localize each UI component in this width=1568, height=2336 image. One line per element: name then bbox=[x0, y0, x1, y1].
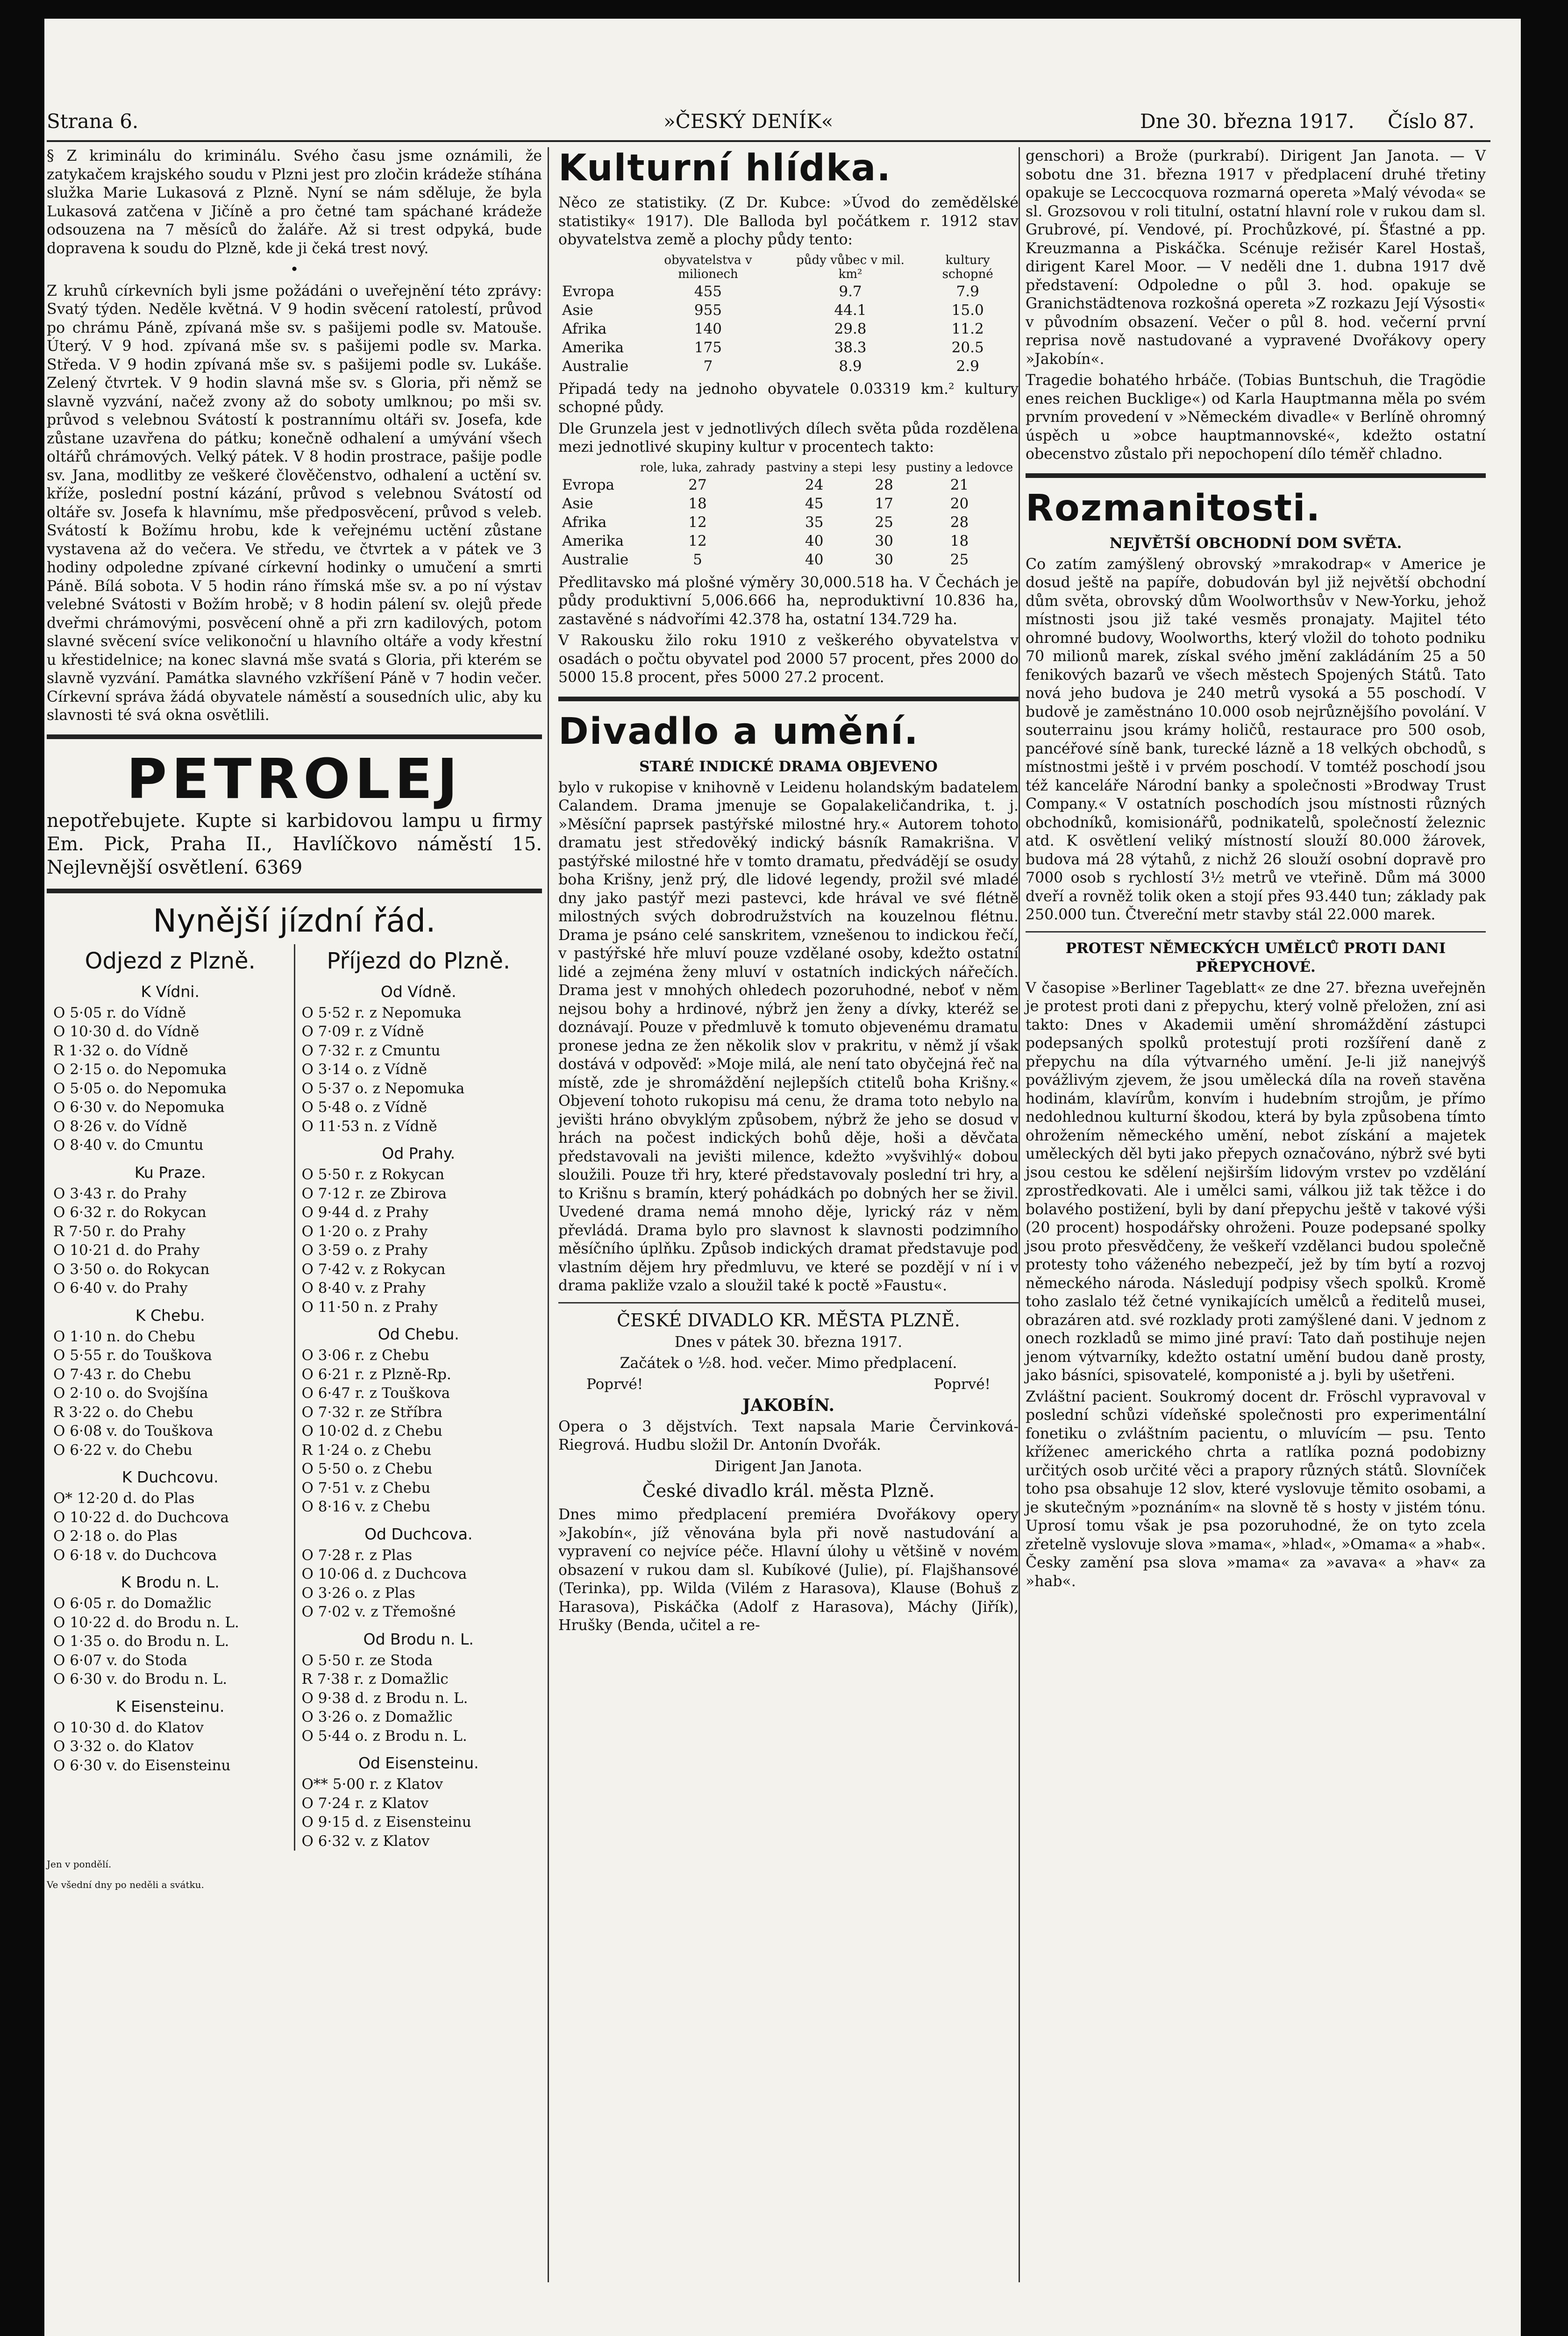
table-cell: 40 bbox=[805, 532, 824, 549]
table-cell: 140 bbox=[694, 320, 722, 337]
departure-group-title: K Eisensteinu. bbox=[116, 1697, 225, 1716]
arrival-train: O 10·06 d. z Duchcova bbox=[301, 1566, 467, 1582]
arrival-train: O** 5·00 r. z Klatov bbox=[301, 1776, 443, 1793]
table-header: role, luka, zahrady bbox=[640, 460, 755, 475]
departure-group-title: K Brodu n. L. bbox=[121, 1573, 220, 1591]
departure-train: O 2·18 o. do Plas bbox=[53, 1528, 178, 1545]
arrival-train: O 5·48 o. z Vídně bbox=[301, 1099, 428, 1116]
theatre-ad-date: Dnes v pátek 30. března 1917. bbox=[674, 1333, 903, 1351]
arrival-train: O 7·28 r. z Plas bbox=[301, 1546, 413, 1564]
arrival-train: O 11·50 n. z Prahy bbox=[301, 1298, 438, 1316]
theatre-news-text: Dnes mimo předplacení premiéra Dvořákovy opery »Jakobín«, jíž věnována byla při nově nastudování a vypravení co nejvíce péče. Hlavní úlohy u většině v novém obsazení v rukou dam sl. Kubíkové (Julie), pí. Flajšhansové (Terinka), pp. Wilda (Vilém z Harasova), Klause (Bohuš z Harasova), Piskáčka (Adolf z Harasova), Máchy (Jiřík), Hrušky (Benda, učitel a re- bbox=[558, 1506, 1019, 1634]
table-cell: 955 bbox=[694, 301, 722, 319]
departure-train: O* 12·20 d. do Plas bbox=[53, 1490, 195, 1507]
arrival-train: O 7·51 v. z Chebu bbox=[301, 1479, 431, 1496]
page-number: Strana 6. bbox=[47, 110, 139, 133]
rule bbox=[558, 1302, 1019, 1303]
table-row bbox=[558, 301, 1019, 320]
departure-train: O 2·15 o. do Nepomuka bbox=[53, 1061, 227, 1078]
arrival-group-title: Od Chebu. bbox=[378, 1325, 459, 1343]
table-cell: 175 bbox=[694, 339, 722, 356]
departure-train: O 8·40 v. do Cmuntu bbox=[53, 1137, 204, 1154]
statistics-intro: Něco ze statistiky. (Z Dr. Kubce: »Úvod do zemědělské statistiky« 1917). Dle Balloda byl počátkem r. 1912 stav obyvatelstva země a plochy půdy tento: bbox=[558, 194, 1019, 248]
theatre-news-title: České divadlo král. města Plzně. bbox=[642, 1481, 935, 1501]
arrivals-title: Příjezd do Plzně. bbox=[327, 947, 511, 974]
table-cell: 455 bbox=[694, 283, 722, 300]
table-header: kultury schopné bbox=[942, 253, 993, 281]
table-cell: 18 bbox=[950, 532, 969, 549]
table-cell: Amerika bbox=[562, 532, 624, 549]
statistics-austria: V Rakousku žilo roku 1910 z veškerého obyvatelstva v osadách o počtu obyvatel pod 2000 57 procent, přes 2000 do 5000 15.8 procent, přes 5000 27.2 procent. bbox=[558, 632, 1019, 686]
timetable-title: Nynější jízdní řád. bbox=[153, 902, 436, 940]
table-cell: Afrika bbox=[562, 320, 607, 337]
arrival-train: O 3·14 o. z Vídně bbox=[301, 1061, 428, 1078]
departure-group-title: K Chebu. bbox=[135, 1306, 205, 1325]
column-3 bbox=[1026, 147, 1486, 1594]
arrival-groups bbox=[295, 983, 542, 1851]
arrival-group-title: Od Eisensteinu. bbox=[358, 1754, 479, 1772]
issue-number: Číslo 87. bbox=[1388, 110, 1475, 133]
table-cell: Australie bbox=[562, 551, 629, 568]
departure-train: O 6·05 r. do Domažlic bbox=[53, 1595, 212, 1612]
departure-train: O 10·22 d. do Duchcova bbox=[53, 1509, 229, 1526]
table-cell: Amerika bbox=[562, 339, 624, 356]
table-cell: 44.1 bbox=[834, 301, 867, 319]
arrival-train: O 1·20 o. z Prahy bbox=[301, 1223, 428, 1240]
departure-train: O 3·43 r. do Prahy bbox=[53, 1185, 187, 1202]
premiere-right: Poprvé! bbox=[934, 1375, 991, 1393]
table-cell: Evropa bbox=[562, 476, 614, 493]
table-cell: 18 bbox=[688, 495, 707, 512]
arrival-train: O 6·47 r. z Touškova bbox=[301, 1385, 450, 1402]
arrival-group-title: Od Prahy. bbox=[382, 1144, 456, 1162]
table-cell: 7.9 bbox=[956, 283, 979, 300]
statistics-grunzel: Dle Grunzela jest v jednotlivých dílech světa půda rozdělena mezi jednotlivé skupiny kultur v procentech takto: bbox=[558, 420, 1019, 456]
rule bbox=[1026, 931, 1486, 933]
table-cell: 40 bbox=[805, 551, 824, 568]
arrival-train: O 7·12 r. ze Zbirova bbox=[301, 1185, 447, 1202]
table-header bbox=[558, 460, 634, 476]
departure-train: O 10·30 d. do Vídně bbox=[53, 1023, 200, 1040]
timetable bbox=[47, 944, 542, 1851]
departures bbox=[47, 944, 295, 1851]
arrival-train: O 7·24 r. z Klatov bbox=[301, 1795, 429, 1812]
table-header: obyvatelstva v milionech bbox=[664, 253, 752, 281]
column-2 bbox=[558, 147, 1019, 1638]
arrival-train: O 6·32 v. z Klatov bbox=[301, 1832, 430, 1850]
table-row bbox=[558, 320, 1019, 338]
population-table bbox=[558, 252, 1019, 376]
arrivals bbox=[295, 944, 542, 1851]
table-row bbox=[558, 532, 1019, 550]
arrival-group-title: Od Duchcova. bbox=[364, 1524, 473, 1543]
departure-train: O 6·40 v. do Prahy bbox=[53, 1280, 188, 1296]
departure-train: O 10·22 d. do Brodu n. L. bbox=[53, 1614, 239, 1631]
table-cell: 28 bbox=[950, 513, 969, 531]
table-cell: 2.9 bbox=[956, 357, 979, 375]
table-row bbox=[558, 494, 1019, 513]
arrival-train: O 7·32 r. z Cmuntu bbox=[301, 1042, 441, 1059]
arrival-train: O 11·53 n. z Vídně bbox=[301, 1118, 437, 1135]
rule bbox=[558, 697, 1019, 701]
drama-article: bylo v rukopise v knihovně v Leidenu holandským badatelem Calandem. Drama jmenuje se Gopalakeličandrika, t. j. »Měsíční paprsek pastýřské milostné hry.« Autorem tohoto dramatu jest středověký indický básník Ramakrišna. V pastýřské milostné hře v tomto dramatu, předvádějí se osudy boha Krišny, jenž prý, dle lidové legendy, prožil své mladé dny jako pastýř mezi pastevci, kde hrával ve své flétně milostných svých dobrodružstvích na kouzelnou flétnu. Drama je psáno celé sanskritem, vznešenou to indickou řečí, v pastýřské hře mluví pouze vzdělané osoby, kdežto ostatní lidé a zejména ženy mluví v ostatních indických nářečích. Drama jest v mnohých ohledech pozoruhodné, neboť v něm nejsou bohy a hrdinové, nýbrž jen ženy a dívky, kteréž se doznávají. Pouze v předmluvě k tomuto objevenému dramatu pronese jedna ze žen několik slov v prakritu, v němž jí však dostává v odpověď: »Moje milá, ale není tato obyčejná řeč na místě, zde je shromáždění nejlepších ctitelů boha Krišny.« Objevení tohoto rukopisu má cenu, že drama toto nebylo na jevišti hráno obvyklým způsobem, nýbrž že jeho se dosud v hrách na počest indických bohů děje, hoši a děvčata představovali na jevišti milence, kdežto »vyšvihlý« dobou sloužili. Pouze tři hry, které představovaly poslední tri hry, a to Krišnu s bramín, který pohádkách po dobných her se živil. Uvedené drama nemá mnoho děje, lyrický ráz v něm převládá. Drama bylo pro slavnost k slavnosti podzimního měsíčního úplňku. Způsob indických dramat představuje pod vlastním dějem hry předmluvu, ve které se pozdějí v ní i v drama pakliže vzalo a sloužil také k poctě »Faustu«. bbox=[558, 779, 1019, 1294]
department-store-article: Co zatím zamýšlený obrovský »mrakodrap« v Americe je dosud ještě na papíře, dobudován byl již největší obchodní dům světa, obrovský dům Woolworthsův v New-Yorku, jehož místnosti jsou již také vesměs pronajaty. Majitel této ohromné budovy, Woolworths, který vložil do tohoto podniku 70 milionů marek, získal svého jmění zakládáním 25 a 50 fenikových bazarů ve všech městech Spojených Států. Tato nová jeho budova je 240 metrů vysoká a 55 poschodí. V budově je zaměstnáno 10.000 osob nejrůznějšího povolání. V souterrainu jsou krámy holičů, restaurace pro 500 osob, pancéřové síně bank, turecké lázně a 18 velkých obchodů, s místnostmi ještě i v prvém poschodí. V tomtéž poschodí jsou též kanceláře Národní banky a společnosti »Brodway Trust Company.« V ostatních poschodích jsou místnosti různých obchodníků, komisionářů, podnikatelů, společností železnic atd. K osvětlení veliký místností slouží 80.000 žárovek, budova má 28 výtahů, z nichž 26 slouží osobní dopravě pro 7000 osob s rychlostí 3½ metrů ve vteřině. Dům má 3000 dveří a rovněž tolik oken a stojí přes 93.440 tun; základy pak 250.000 tun. Čtvereční metr stavby stál 22.000 marek. bbox=[1026, 556, 1486, 923]
arrival-train: O 5·44 o. z Brodu n. L. bbox=[301, 1727, 467, 1745]
table-cell: 30 bbox=[875, 532, 893, 549]
arrival-train: R 7·38 r. z Domažlic bbox=[301, 1671, 449, 1688]
table-row bbox=[558, 513, 1019, 532]
land-use-table bbox=[558, 460, 1019, 569]
arrival-train: O 5·50 r. z Rokycan bbox=[301, 1166, 445, 1183]
table-cell: 45 bbox=[805, 495, 824, 512]
opera-title: JAKOBÍN. bbox=[742, 1395, 835, 1415]
table-cell: 35 bbox=[805, 513, 824, 531]
arrival-train: R 1·24 o. z Chebu bbox=[301, 1441, 432, 1459]
arrival-train: O 5·50 r. ze Stoda bbox=[301, 1652, 433, 1669]
arrival-train: O 9·44 d. z Prahy bbox=[301, 1204, 429, 1221]
departure-train: O 3·32 o. do Klatov bbox=[53, 1738, 194, 1755]
table-row bbox=[558, 282, 1019, 301]
table-cell: 15.0 bbox=[951, 301, 984, 319]
arrival-train: O 3·26 o. z Domažlic bbox=[301, 1709, 453, 1725]
arrival-train: O 9·15 d. z Eisensteinu bbox=[301, 1814, 471, 1830]
column-1 bbox=[47, 147, 542, 1892]
departure-train: O 10·21 d. do Prahy bbox=[53, 1242, 200, 1259]
protest-headline: PROTEST NĚMECKÝCH UMĚLCŮ PROTI DANI PŘEPYCHOVÉ. bbox=[1065, 940, 1446, 976]
departure-train: O 6·30 v. do Brodu n. L. bbox=[53, 1671, 228, 1688]
departure-group-title: K Duchcovu. bbox=[121, 1468, 219, 1486]
masthead: »ČESKÝ DENÍK« bbox=[663, 110, 834, 133]
issue-date: Dne 30. března 1917. bbox=[1140, 110, 1354, 133]
arrival-train: O 9·38 d. z Brodu n. L. bbox=[301, 1689, 468, 1707]
arrival-train: O 5·50 o. z Chebu bbox=[301, 1460, 433, 1477]
departure-train: O 1·10 n. do Chebu bbox=[53, 1328, 196, 1345]
arrival-train: O 3·59 o. z Prahy bbox=[301, 1242, 428, 1259]
departure-train: O 8·26 v. do Vídně bbox=[53, 1118, 187, 1135]
table-cell: 25 bbox=[875, 513, 893, 531]
table-header: pustiny a ledovce bbox=[905, 460, 1013, 475]
premiere-row bbox=[558, 1376, 1019, 1393]
table-header: pastviny a stepi bbox=[766, 460, 862, 475]
table-cell: 11.2 bbox=[951, 320, 984, 337]
table-header: půdy vůbec v mil. km² bbox=[796, 253, 905, 281]
departure-train: O 6·22 v. do Chebu bbox=[53, 1441, 192, 1459]
rule bbox=[47, 734, 542, 739]
table-cell: 20.5 bbox=[951, 339, 984, 356]
arrival-train: O 8·16 v. z Chebu bbox=[301, 1498, 431, 1515]
departures-title: Odjezd z Plzně. bbox=[85, 947, 256, 974]
departure-train: O 6·32 r. do Rokycan bbox=[53, 1204, 207, 1221]
departure-train: O 6·30 v. do Eisensteinu bbox=[53, 1757, 231, 1774]
arrival-train: O 3·26 o. z Plas bbox=[301, 1584, 415, 1602]
theatre-ad-title: ČESKÉ DIVADLO KR. MĚSTA PLZNĚ. bbox=[617, 1310, 960, 1331]
arrival-train: O 6·21 r. z Plzně-Rp. bbox=[301, 1366, 451, 1383]
table-cell: Afrika bbox=[562, 513, 607, 531]
petrolej-ad-text: nepotřebujete. Kupte si karbidovou lampu u firmy Em. Pick, Praha II., Havlíčkovo náměstí 15. Nejlevnější osvětlení. 6369 bbox=[47, 810, 542, 878]
department-store-headline: NEJVĚTŠÍ OBCHODNÍ DOM SVĚTA. bbox=[1109, 534, 1402, 552]
section-title-miscellany: Rozmanitosti. bbox=[1026, 487, 1321, 529]
church-article: Z kruhů církevních byli jsme požádáni o uveřejnění této zprávy: Svatý týden. Neděle květná. V 9 hodin svěcení ratolestí, průvod po chrámu Páně, zpívaná mše sv. s pašijemi podle sv. Matouše. Úterý. V 9 hod. zpívaná mše sv. s pašijemi podle sv. Marka. Středa. V 9 hodin zpívaná mše sv. s pašijemi podle sv. Lukáše. Zelený čtvrtek. V 9 hodin slavná mše sv. s Gloria, při němž se slavně vyzvání, načež zvony až do soboty umlknou; po mši sv. průvod s velebnou Svátostí k postrannímu oltáři sv. Josefa, kde zůstane uzavřena do pátku; konečně odhalení a umývání všech oltářů chrámových. Velký pátek. V 8 hodin prostrace, pašije podle sv. Jana, modlitby ze veškeré člověčenstvo, odhalení a uctění sv. kříže, poslední postní kázání, průvod s velebnou Svátostí od oltáře sv. Josefa k hlavnímu, mše předposvěcení, průvod s veleb. Svátostí k Božímu hrobu, kde k veřejnému uctění zůstane vystavena až do večera. Ve středu, ve čtvrtek a v pátek ve 3 hodiny odpoledne zpívané církevní hodinky o umučení a smrti Páně. Bílá sobota. V 5 hodin ráno římská mše sv. a po ní výstav velebné Svátosti v Božím hrobě; v 8 hodin pálení sv. olejů přede dveřmi chrámovými, posvěcení ohně a při zrn kadilových, potom slavné svěcení svíce velikonoční u hlavního oltáře a vody křestní u křestidelnice; na konec slavná mše svatá s Gloria, při kterém se slavně vyzvání. Památka slavného vzkříšení Páně v 7 hodin večer. Církevní správa žádá obyvatele náměstí a sousedních ulic, aby ku slavnosti té svá okna osvětlili. bbox=[47, 282, 542, 724]
table-cell: Asie bbox=[562, 301, 593, 319]
statistics-area: Předlitavsko má plošné výměry 30,000.518 ha. V Čechách je půdy produktivní 5,006.666 ha, neproduktivní 10.836 ha, zastavěné s nádvořími 42.378 ha, ostatní 134.729 ha. bbox=[558, 574, 1019, 628]
departure-train: O 7·43 r. do Chebu bbox=[53, 1366, 192, 1383]
arrival-train: O 7·09 r. z Vídně bbox=[301, 1023, 424, 1040]
arrival-train: O 8·40 v. z Prahy bbox=[301, 1280, 426, 1296]
departure-train: R 3·22 o. do Chebu bbox=[53, 1403, 194, 1421]
table-cell: Evropa bbox=[562, 283, 614, 300]
table-cell: 17 bbox=[875, 495, 893, 512]
table-cell: 12 bbox=[688, 513, 707, 531]
table-cell: 27 bbox=[688, 476, 707, 493]
departure-train: O 5·05 r. do Vídně bbox=[53, 1004, 186, 1021]
departure-train: O 6·07 v. do Stoda bbox=[53, 1652, 187, 1669]
arrival-train: O 7·42 v. z Rokycan bbox=[301, 1261, 446, 1278]
arrival-train: O 7·02 v. z Třemošné bbox=[301, 1603, 456, 1620]
arrival-train: O 7·32 r. ze Stříbra bbox=[301, 1403, 442, 1421]
petrolej-headline: PETROLEJ bbox=[126, 746, 463, 811]
table-row bbox=[558, 476, 1019, 494]
statistics-per-capita: Připadá tedy na jednoho obyvatele 0.03319 km.² kultury schopné půdy. bbox=[558, 380, 1019, 416]
column-rule-1 bbox=[548, 147, 549, 2282]
arrival-train: O 5·37 o. z Nepomuka bbox=[301, 1080, 465, 1097]
arrival-train: O 3·06 r. z Chebu bbox=[301, 1347, 429, 1364]
header-rule bbox=[47, 140, 1490, 142]
table-cell: 28 bbox=[875, 476, 893, 493]
table-cell: Australie bbox=[562, 357, 629, 375]
tragedy-article: Tragedie bohatého hrbáče. (Tobias Buntschuh, die Tragödie enes reichen Bucklige«) od Karla Hauptmanna měla po svém prvním provedení v »Německém divadle« v Berlíně ohromný úspěch u »obce hauptmannovské«, kdežto ostatní obecenstvo zůstalo při nepochopení dílo téměř chladno. bbox=[1026, 372, 1486, 463]
arrival-group-title: Od Vídně. bbox=[380, 982, 456, 1001]
opera-description: Opera o 3 dějstvích. Text napsala Marie Červinková-Riegrová. Hudbu složil Dr. Antonín Dvořák. bbox=[558, 1418, 1019, 1453]
table-cell: 25 bbox=[950, 551, 969, 568]
table-cell: 29.8 bbox=[834, 320, 867, 337]
table-cell: 9.7 bbox=[839, 283, 862, 300]
table-cell: 20 bbox=[950, 495, 969, 512]
table-cell: 21 bbox=[950, 476, 969, 493]
table-cell: 30 bbox=[875, 551, 893, 568]
departure-group-title: Ku Praze. bbox=[134, 1163, 206, 1182]
crime-article: § Z kriminálu do kriminálu. Svého času jsme oznámili, že zatykačem krajského soudu v Plzni jest pro zločin krádeže stíhána služka Marie Lukasová z Plzně. Nyní se nám sděluje, že byla Lukasová zatčena v Jičíně a pro četné tam spáchané krádeže odsouzena na 7 měsíců do žaláře. Až si trest odpyká, bude dopravena k soudu do Plzně, kde ji čeká trest nový. bbox=[47, 148, 542, 257]
departure-train: O 2·10 o. do Svojšína bbox=[53, 1385, 208, 1402]
rule bbox=[47, 889, 542, 893]
timetable-note-2: Ve všední dny po neděli a svátku. bbox=[47, 1879, 204, 1890]
timetable-note-1: Jen v pondělí. bbox=[47, 1859, 112, 1870]
arrival-group-title: Od Brodu n. L. bbox=[363, 1630, 474, 1648]
rule bbox=[1026, 473, 1486, 478]
patient-article: Zvláštní pacient. Soukromý docent dr. Fröschl vypravoval v poslední schůzi vídeňské společnosti pro experimentální fonetiku o zvláštním pacientu, o mluvícím — psu. Tento kříženec amerického chrta a ratlíka pozná podobizny určitých osob určité věci a prapory různých států. Slovníček toho psa obsahuje 12 slov, které vyslovuje těmito osobami, a je skutečným »poznáním« na slovně tě s hosty v jistém tónu. Uprosí tomu však je psa pozoruhodné, že on tyto zcela zřetelně vyslovuje slova »mama«, »hlad«, »Omama« a »hab«. Česky zamění psa slova »mama« za »avava« a »hav« za »hab«. bbox=[1026, 1388, 1486, 1590]
table-row bbox=[558, 550, 1019, 569]
departure-groups bbox=[47, 983, 294, 1775]
section-title-theatre: Divadlo a umění. bbox=[558, 710, 919, 753]
departure-group-title: K Vídni. bbox=[141, 982, 200, 1001]
table-header bbox=[558, 252, 632, 282]
departure-train: O 10·30 d. do Klatov bbox=[53, 1719, 204, 1736]
arrival-train: O 5·52 r. z Nepomuka bbox=[301, 1004, 462, 1021]
departure-train: O 1·35 o. do Brodu n. L. bbox=[53, 1633, 229, 1650]
theatre-ad-start: Začátek o ½8. hod. večer. Mimo předplacení. bbox=[620, 1355, 957, 1372]
table-row bbox=[558, 338, 1019, 357]
departure-train: O 5·55 r. do Touškova bbox=[53, 1347, 212, 1364]
departure-train: O 3·50 o. do Rokycan bbox=[53, 1261, 210, 1278]
theatre-continuation: genschori) a Brože (purkrabí). Dirigent Jan Janota. — V sobotu dne 31. března 1917 v předplacení druhé třetiny opakuje se Leccocquova rozmarná opereta »Malý vévoda« se sl. Grozsovou v roli titulní, ostatní hlavní role v rukou dam sl. Grubrové, pí. Vendové, pí. Prochůzkové, pí. Šťastné a pp. Kreuzmanna a Piskáčka. Scénuje režisér Karel Hostaš, dirigent Karel Moor. — V neděli dne 1. dubna 1917 dvě představení: Odpoledne o půl 3. hod. opakuje se Granichstädtenova rozkošná opereta »Z rozkazu Její Výsosti« v původním obsazení. Večer o půl 8. hod. večerní první reprisa nově nastudované a vypravené Dvořákovy opery »Jakobín«. bbox=[1026, 148, 1486, 368]
separator-bullet: • bbox=[290, 261, 299, 278]
departure-train: O 5·05 o. do Nepomuka bbox=[53, 1080, 227, 1097]
table-row bbox=[558, 357, 1019, 376]
section-title-culture: Kulturní hlídka. bbox=[558, 147, 892, 189]
arrival-train: O 10·02 d. z Chebu bbox=[301, 1423, 442, 1439]
premiere-left: Poprvé! bbox=[586, 1375, 643, 1393]
table-header: lesy bbox=[872, 460, 897, 475]
table-cell: 5 bbox=[693, 551, 702, 568]
departure-train: O 6·30 v. do Nepomuka bbox=[53, 1099, 225, 1116]
table-cell: Asie bbox=[562, 495, 593, 512]
departure-train: O 6·18 v. do Duchcova bbox=[53, 1546, 217, 1564]
opera-conductor: Dirigent Jan Janota. bbox=[714, 1458, 862, 1475]
table-cell: 24 bbox=[805, 476, 824, 493]
drama-headline: STARÉ INDICKÉ DRAMA OBJEVENO bbox=[639, 758, 938, 775]
departure-train: O 6·08 v. do Touškova bbox=[53, 1423, 214, 1439]
table-cell: 12 bbox=[688, 532, 707, 549]
table-cell: 7 bbox=[703, 357, 713, 375]
table-cell: 8.9 bbox=[839, 357, 862, 375]
column-rule-2 bbox=[1019, 147, 1020, 2282]
protest-article: V časopise »Berliner Tageblatt« ze dne 27. března uveřejněn je protest proti dani z přepychu, který volně přeložen, zní asi takto: Dnes v Akademii umění shromáždění zástupci podepsaných spolků protestují proti rozšíření daně z přepychu na díla výtvarného umění. Je-li již nanejvýš povážlivým zjevem, že jsou umělecká díla na roveň stavěna hodinám, klavírům, konvím i hudebním strojům, je přímo nedohlednou kulturní škodou, která by byla způsobena tímto ohrožením německého umění, nebot získání a majetek uměleckých děl byti jako přepych označováno, nýbrž své byti jsou cestou ke sdělení nejširším lidovým vrstev po vzdělání zprostředkovati. Ale i umělci sami, válkou již tak těžce i do bolavého postižení, byli by daní přepychu ještě v takové výši (20 procent) hospodářsky ohroženi. Pouze podepsané spolky jsou proto přesvědčeny, že veškeří vzdělanci budou společně protesty toho váženého nebezpečí, jež by tím bytí a rozvoj německého národa. Následují podpisy všech spolků. Kromě toho zaslalo též četné vynikajících umělců a ředitelů musei, obrazáren atd. své rozklady proti zamýšlené dani. V jednom z onech rozkladů se mimo jiné praví: Tato daň postihuje nejen jenom výtvarníky, kdežto ostatní umění budou daně prosty, jako básníci, spisovatelé, komponisté a j. byli by ušetřeni. bbox=[1026, 979, 1486, 1384]
departure-train: R 1·32 o. do Vídně bbox=[53, 1042, 188, 1059]
page-header bbox=[47, 110, 1490, 138]
departure-train: R 7·50 r. do Prahy bbox=[53, 1223, 186, 1240]
table-cell: 38.3 bbox=[834, 339, 867, 356]
